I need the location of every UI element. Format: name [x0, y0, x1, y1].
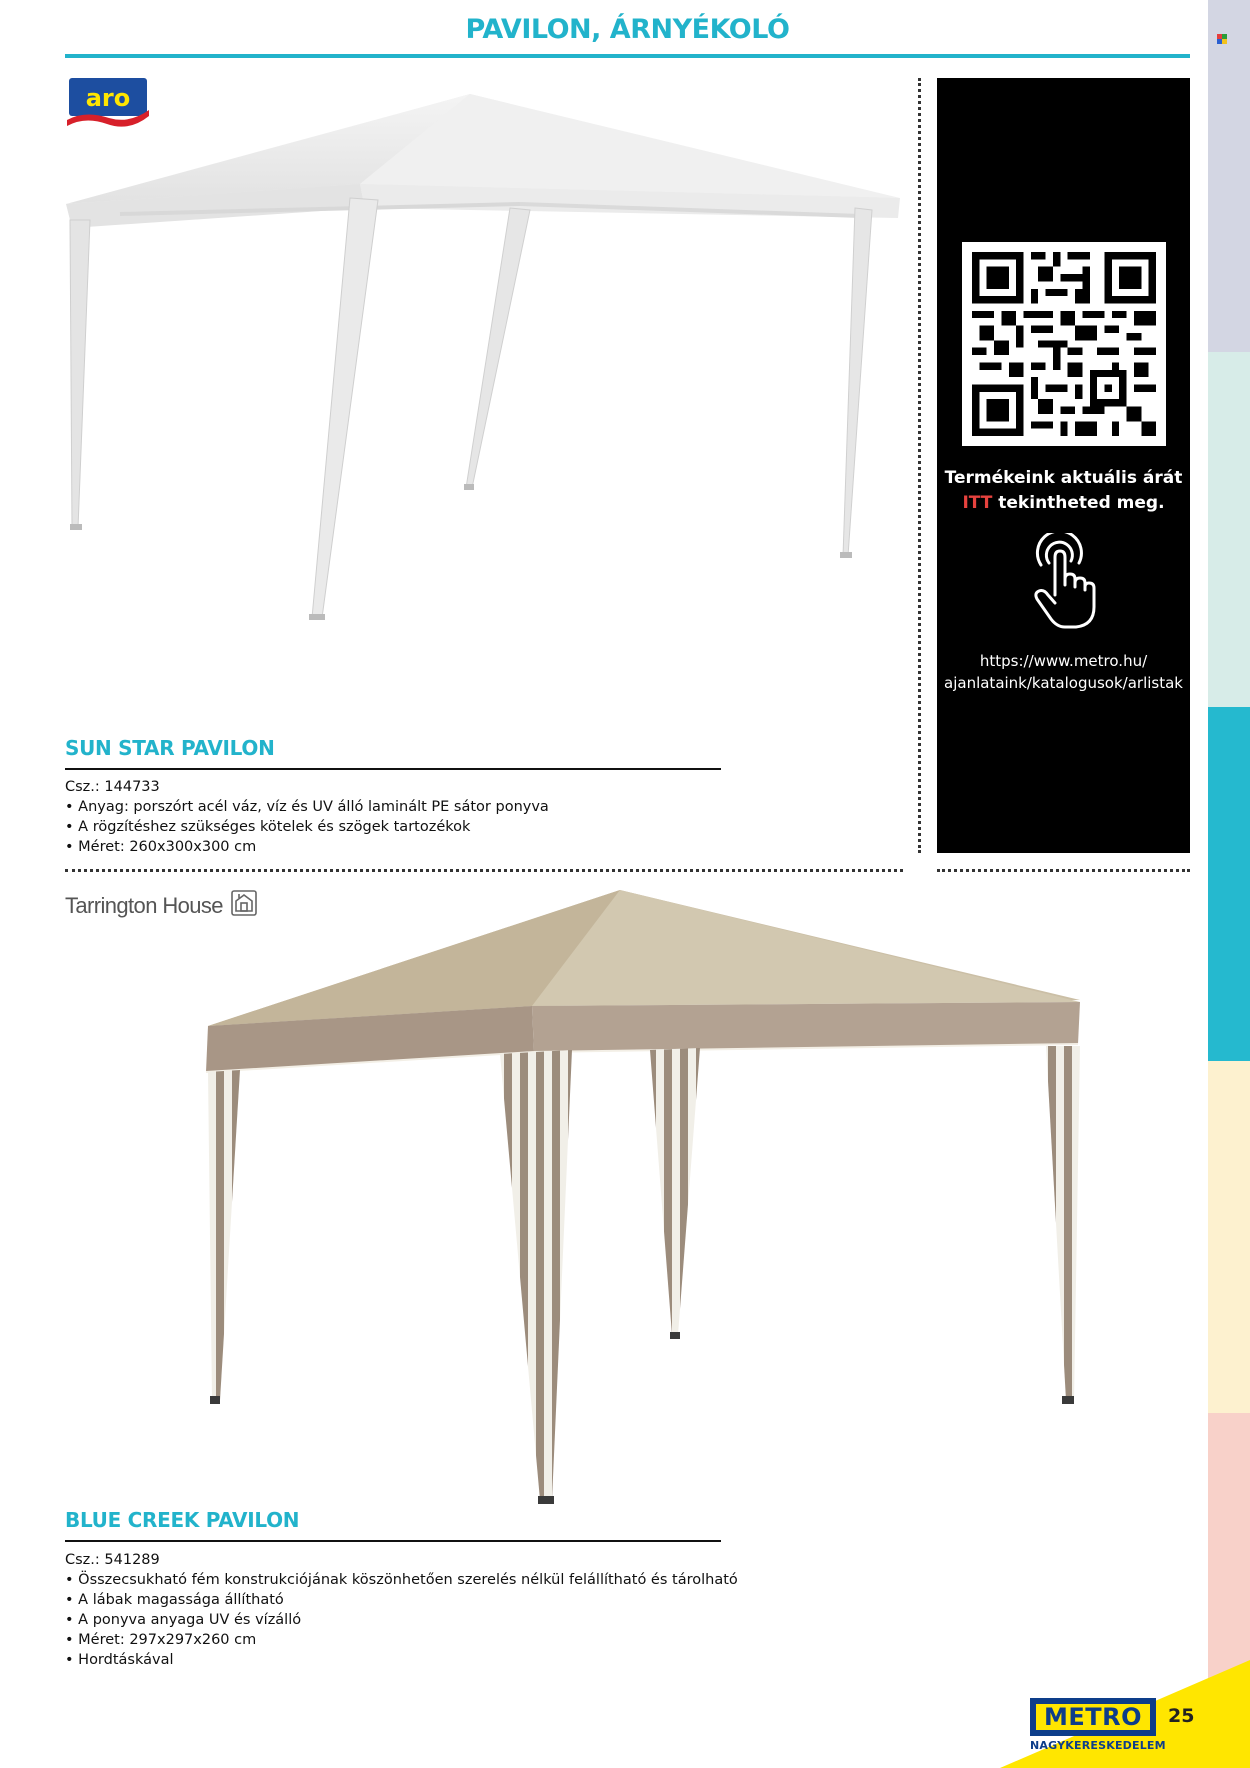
qr-caption — [937, 466, 1190, 516]
product-rule — [65, 768, 721, 770]
qr-url-line1[interactable]: https://www.metro.hu/ — [979, 652, 1148, 670]
side-tab-2[interactable] — [1208, 352, 1250, 707]
spec-item: • Méret: 297x297x260 cm — [65, 1632, 257, 1648]
product-name-sun-star: SUN STAR PAVILON — [65, 736, 275, 760]
product-specs-blue-creek — [65, 1550, 738, 1670]
qr-caption-line1: Termékeink aktuális árát — [944, 468, 1183, 488]
product-specs-sun-star — [65, 777, 549, 857]
vertical-divider — [918, 78, 921, 853]
qr-caption-rest: tekintheted meg. — [992, 493, 1165, 513]
spec-item: • A ponyva anyaga UV és vízálló — [65, 1612, 302, 1628]
page-title: PAVILON, ÁRNYÉKOLÓ — [465, 14, 790, 45]
product-rule — [65, 1540, 721, 1542]
product-code: Csz.: 144733 — [65, 779, 160, 795]
metro-logo — [1030, 1698, 1156, 1736]
horizontal-divider-right — [937, 869, 1190, 872]
qr-url[interactable] — [937, 650, 1190, 694]
aro-logo-text: aro — [85, 84, 131, 112]
spec-item: • Összecsukható fém konstrukciójának köszönhetően szerelés nélkül felállítható és tárolható — [65, 1572, 738, 1588]
title-rule — [65, 54, 1190, 58]
qr-code[interactable] — [962, 242, 1166, 446]
qr-panel — [937, 78, 1190, 853]
qr-caption-itt[interactable]: ITT — [962, 493, 993, 513]
spec-item: • A rögzítéshez szükséges kötelek és szögek tartozékok — [65, 819, 471, 835]
tarrington-house-logo: Tarrington House — [65, 893, 223, 918]
horizontal-divider-left — [65, 869, 903, 872]
product-name-blue-creek: BLUE CREEK PAVILON — [65, 1508, 300, 1532]
page-number: 25 — [1168, 1705, 1195, 1727]
side-color-tabs — [1208, 0, 1250, 1768]
spec-item: • Hordtáskával — [65, 1652, 174, 1668]
side-tab-1[interactable] — [1208, 0, 1250, 352]
metro-logo-text: METRO — [1043, 1703, 1143, 1731]
tap-hand-icon — [1021, 533, 1107, 633]
spec-item: • Anyag: porszórt acél váz, víz és UV álló laminált PE sátor ponyva — [65, 799, 549, 815]
qr-caption-line2 — [937, 491, 1190, 516]
product-code: Csz.: 541289 — [65, 1552, 160, 1568]
blue-creek-pavilon-image — [200, 880, 1100, 1520]
side-tab-4[interactable] — [1208, 1061, 1250, 1413]
metro-subtitle: NAGYKERESKEDELEM — [1030, 1739, 1166, 1752]
sun-star-pavilon-image — [60, 88, 910, 708]
spec-item: • Méret: 260x300x300 cm — [65, 839, 257, 855]
side-tab-3[interactable] — [1208, 707, 1250, 1061]
qr-url-line2[interactable]: ajanlataink/katalogusok/arlistak — [944, 674, 1183, 692]
corner-mark-icon — [1217, 34, 1227, 44]
spec-item: • A lábak magassága állítható — [65, 1592, 284, 1608]
